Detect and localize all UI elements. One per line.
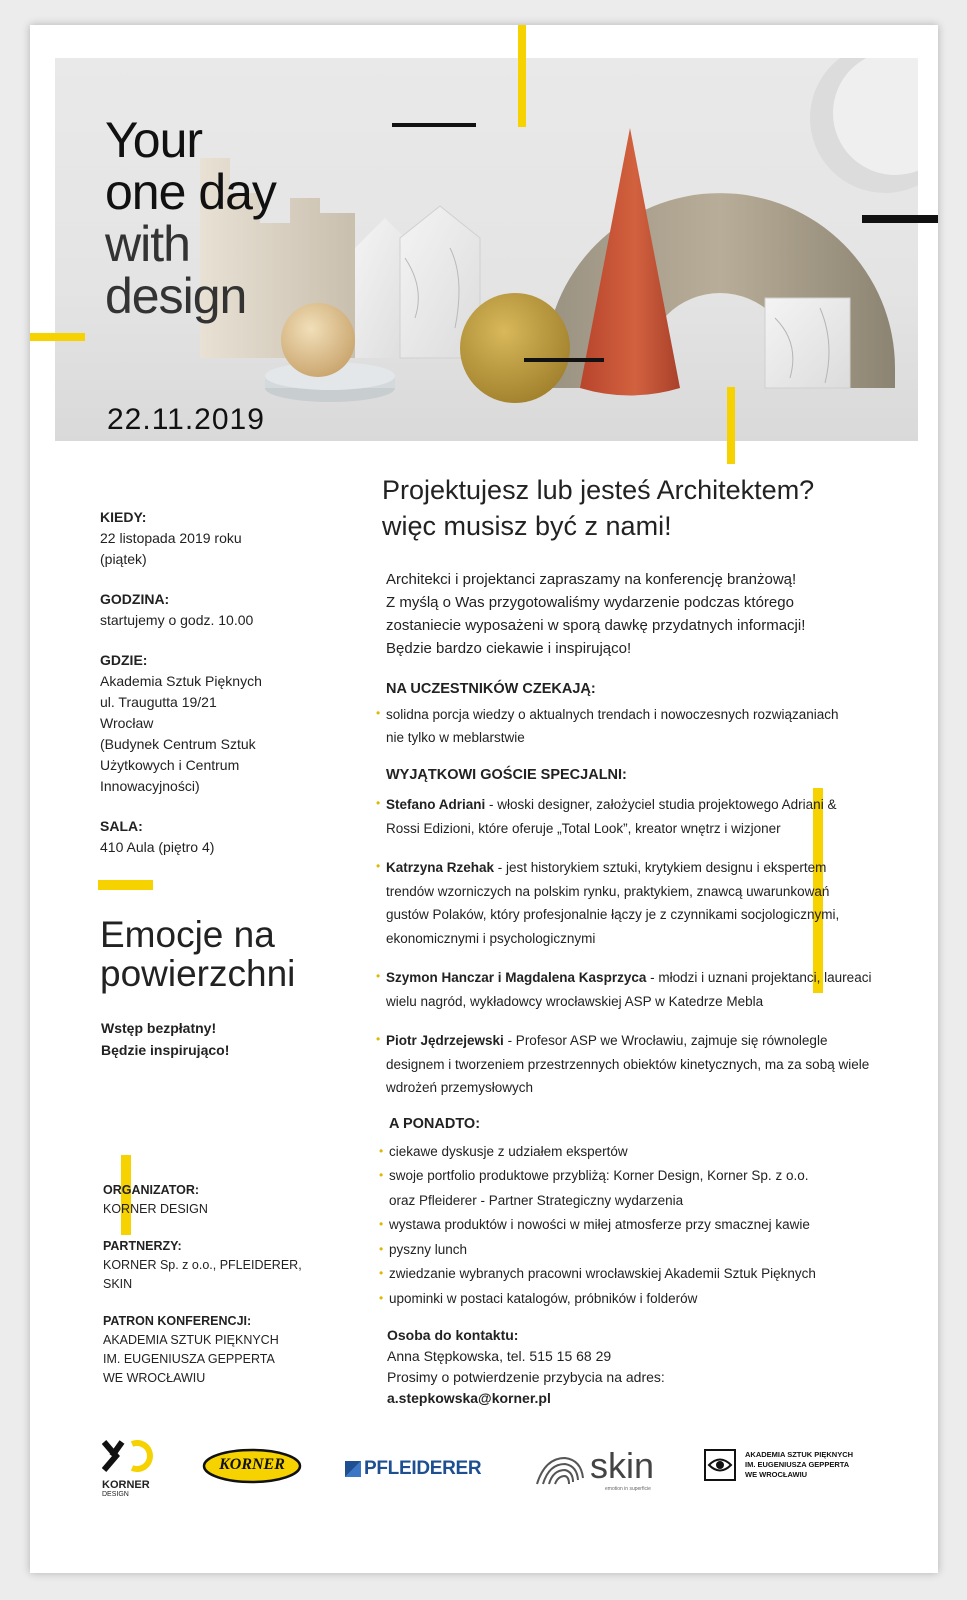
korner-design-mark-icon	[102, 1440, 158, 1474]
hero-title-line: design	[105, 268, 247, 324]
contact-info	[387, 1325, 872, 1409]
korner-design-logo	[102, 1440, 172, 1499]
black-decor-line	[392, 123, 476, 127]
benefits-list	[386, 703, 872, 749]
wooden-ball	[281, 303, 355, 377]
info-line: Użytkowych i Centrum	[100, 757, 240, 773]
info-line: 22 listopada 2019 roku	[100, 530, 242, 546]
guest-name: Katrzyna Rzehak	[386, 860, 495, 875]
info-line: Akademia Sztuk Pięknych	[100, 673, 262, 689]
pfleiderer-square-icon	[345, 1461, 361, 1477]
info-label: SALA:	[100, 818, 143, 834]
list-item-line: • zwiedzanie wybranych pracowni wrocławskiej Akademii Sztuk Pięknych	[389, 1266, 816, 1281]
guest-item	[386, 1029, 872, 1100]
hero-title	[105, 114, 276, 322]
org-line: KORNER DESIGN	[103, 1202, 208, 1216]
headline-line: Projektujesz lub jesteś Architektem?	[382, 475, 815, 505]
info-room	[100, 816, 340, 858]
skin-tagline: emotion in superficie	[605, 1486, 651, 1492]
org-label: PARTNERZY:	[103, 1239, 182, 1253]
info-where	[100, 650, 340, 797]
event-info	[100, 507, 340, 877]
black-decor-line	[862, 215, 938, 223]
info-line: Innowacyjności)	[100, 778, 200, 794]
org-line: SKIN	[103, 1277, 133, 1291]
asp-text	[745, 1450, 853, 1480]
black-decor-line	[524, 358, 604, 362]
info-line: (Budynek Centrum Sztuk	[100, 736, 256, 752]
hero-title-line: Your	[105, 112, 203, 168]
list-item-line: • swoje portfolio produktowe przybliżą: Korner Design, Korner Sp. z o.o.	[389, 1168, 809, 1183]
yellow-decor-line	[727, 387, 735, 464]
list-item-line: • pyszny lunch	[389, 1241, 468, 1257]
info-time	[100, 589, 340, 631]
list-item-line: • solidna porcja wiedzy o aktualnych trendach i nowoczesnych rozwiązaniach	[386, 707, 839, 722]
yellow-decor-line	[98, 880, 153, 890]
contact-value: Anna Stępkowska, tel. 515 15 68 29	[387, 1348, 612, 1364]
org-label: ORGANIZATOR:	[103, 1183, 200, 1197]
main-content	[382, 472, 872, 1409]
list-item-line: • upominki w postaci katalogów, próbników i folderów	[389, 1290, 698, 1306]
list-item-line: oraz Pfleiderer - Partner Strategiczny wydarzenia	[389, 1192, 684, 1208]
list-item	[389, 1238, 872, 1263]
list-item-line: • ciekawe dyskusje z udziałem ekspertów	[389, 1143, 628, 1159]
list-item	[389, 1213, 872, 1238]
guest-name: Piotr Jędrzejewski	[386, 1033, 504, 1048]
asp-emblem-icon	[703, 1448, 737, 1482]
korner-logo	[202, 1448, 302, 1484]
fingerprint-icon	[535, 1454, 585, 1488]
info-label: GDZIE:	[100, 652, 148, 668]
headline	[382, 472, 872, 544]
guest-desc: - młodzi i uznani projektanci, laureaci wielu nagród, wykładowcy wrocławskiej ASP w Katedrze Mebla	[386, 970, 872, 1009]
guests-list	[382, 793, 872, 1100]
intro-line: Architekci i projektanci zapraszamy na konferencję branżową!	[386, 571, 797, 588]
org-line: KORNER Sp. z o.o., PFLEIDERER,	[103, 1258, 302, 1272]
hero-title-line: one day	[105, 164, 276, 220]
contact-label: Osoba do kontaktu:	[387, 1327, 519, 1343]
org-line: WE WROCŁAWIU	[103, 1371, 206, 1385]
list-item	[389, 1287, 872, 1312]
intro-line: Będzie bardzo ciekawie i inspirująco!	[386, 640, 632, 657]
skin-logo	[535, 1444, 665, 1494]
intro-line: zostaniecie wyposażeni w sporą dawkę przydatnych informacji!	[386, 617, 806, 634]
yellow-decor-line	[518, 25, 526, 127]
org-line: AKADEMIA SZTUK PIĘKNYCH	[103, 1333, 279, 1347]
intro-line: Z myślą o Was przygotowaliśmy wydarzenie podczas którego	[386, 594, 794, 611]
guest-name: Szymon Hanczar i Magdalena Kasprzyca	[386, 970, 647, 985]
info-line: Wrocław	[100, 715, 154, 731]
guest-desc: - włoski designer, założyciel studia projektowego Adriani & Rossi Edizioni, które oferuje „Total Look”, kreator wnętrz i wizjoner	[386, 797, 837, 836]
asp-text-line: AKADEMIA SZTUK PIĘKNYCH	[745, 1450, 854, 1459]
guest-desc: - Profesor ASP we Wrocławiu, zajmuje się równolegle designem i tworzeniem przestrzennych obiektów kinetycznych, ma za sobą wiele wdrożeń przemysłowych	[386, 1033, 870, 1095]
org-line: IM. EUGENIUSZA GEPPERTA	[103, 1352, 275, 1366]
patron-block	[103, 1312, 302, 1388]
tagline-line: Emocje na	[100, 914, 275, 955]
guest-item	[386, 793, 872, 840]
pfleiderer-logo	[345, 1458, 481, 1480]
skin-text: skin	[590, 1445, 655, 1486]
list-item-line: nie tylko w meblarstwie	[386, 730, 525, 745]
sponsor-logos	[30, 1430, 938, 1530]
list-item	[389, 1262, 872, 1287]
info-line: startujemy o godz. 10.00	[100, 612, 254, 628]
list-item	[389, 1140, 872, 1165]
intro-text	[386, 568, 872, 660]
gold-disc	[460, 293, 570, 403]
entry-note-line: Wstęp bezpłatny!	[101, 1020, 217, 1036]
pfleiderer-text: PFLEIDERER	[364, 1458, 482, 1479]
org-label: PATRON KONFERENCJI:	[103, 1314, 252, 1328]
marble-cube	[765, 298, 850, 388]
info-when	[100, 507, 340, 570]
organizer-block	[103, 1181, 302, 1219]
flyer-page	[30, 25, 938, 1573]
info-line: ul. Traugutta 19/21	[100, 694, 217, 710]
yellow-decor-line	[30, 333, 85, 341]
guest-item	[386, 856, 872, 950]
tagline	[100, 915, 295, 993]
info-line: 410 Aula (piętro 4)	[100, 839, 215, 855]
entry-note	[101, 1017, 229, 1061]
hero-banner	[55, 58, 918, 441]
asp-logo	[703, 1448, 873, 1488]
organizers	[103, 1181, 302, 1406]
info-line: (piątek)	[100, 551, 147, 567]
info-label: KIEDY:	[100, 509, 147, 525]
event-date: 22.11.2019	[107, 403, 265, 436]
contact-line	[387, 1325, 872, 1367]
guest-desc: - jest historykiem sztuki, krytykiem designu i ekspertem trendów wzorniczych na polskim rynku, praktykiem, znawcą uwarunkowań gustów Polaków, który profesjonalnie łączy je z czynnikami socjologicznymi, ekonomicznymi i psychologicznymi	[386, 860, 840, 946]
section-title: NA UCZESTNIKÓW CZEKAJĄ:	[386, 681, 596, 697]
list-item-line: • wystawa produktów i nowości w miłej atmosferze przy smacznej kawie	[389, 1217, 810, 1232]
entry-note-line: Będzie inspirująco!	[101, 1042, 230, 1058]
asp-text-line: IM. EUGENIUSZA GEPPERTA	[745, 1460, 850, 1469]
confirm-text: Prosimy o potwierdzenie przybycia na adres:	[387, 1369, 665, 1385]
contact-email[interactable]: a.stepkowska@korner.pl	[387, 1390, 551, 1406]
korner-logo-text: KORNER	[219, 1456, 285, 1473]
tagline-line: powierzchni	[100, 953, 296, 994]
section-title: WYJĄTKOWI GOŚCIE SPECJALNI:	[386, 767, 627, 783]
asp-text-line: WE WROCŁAWIU	[745, 1470, 808, 1479]
guest-item	[386, 966, 872, 1013]
korner-design-subtext: DESIGN	[102, 1491, 129, 1498]
extras-list	[389, 1140, 872, 1312]
headline-line: więc musisz być z nami!	[382, 511, 672, 541]
confirm-line	[387, 1367, 872, 1409]
list-item	[389, 1164, 872, 1213]
list-item	[386, 703, 872, 749]
section-title: A PONADTO:	[389, 1115, 481, 1132]
korner-design-text: KORNER	[102, 1479, 150, 1491]
partners-block	[103, 1237, 302, 1294]
guest-name: Stefano Adriani	[386, 797, 486, 812]
info-label: GODZINA:	[100, 591, 170, 607]
hero-title-line: with	[105, 216, 190, 272]
